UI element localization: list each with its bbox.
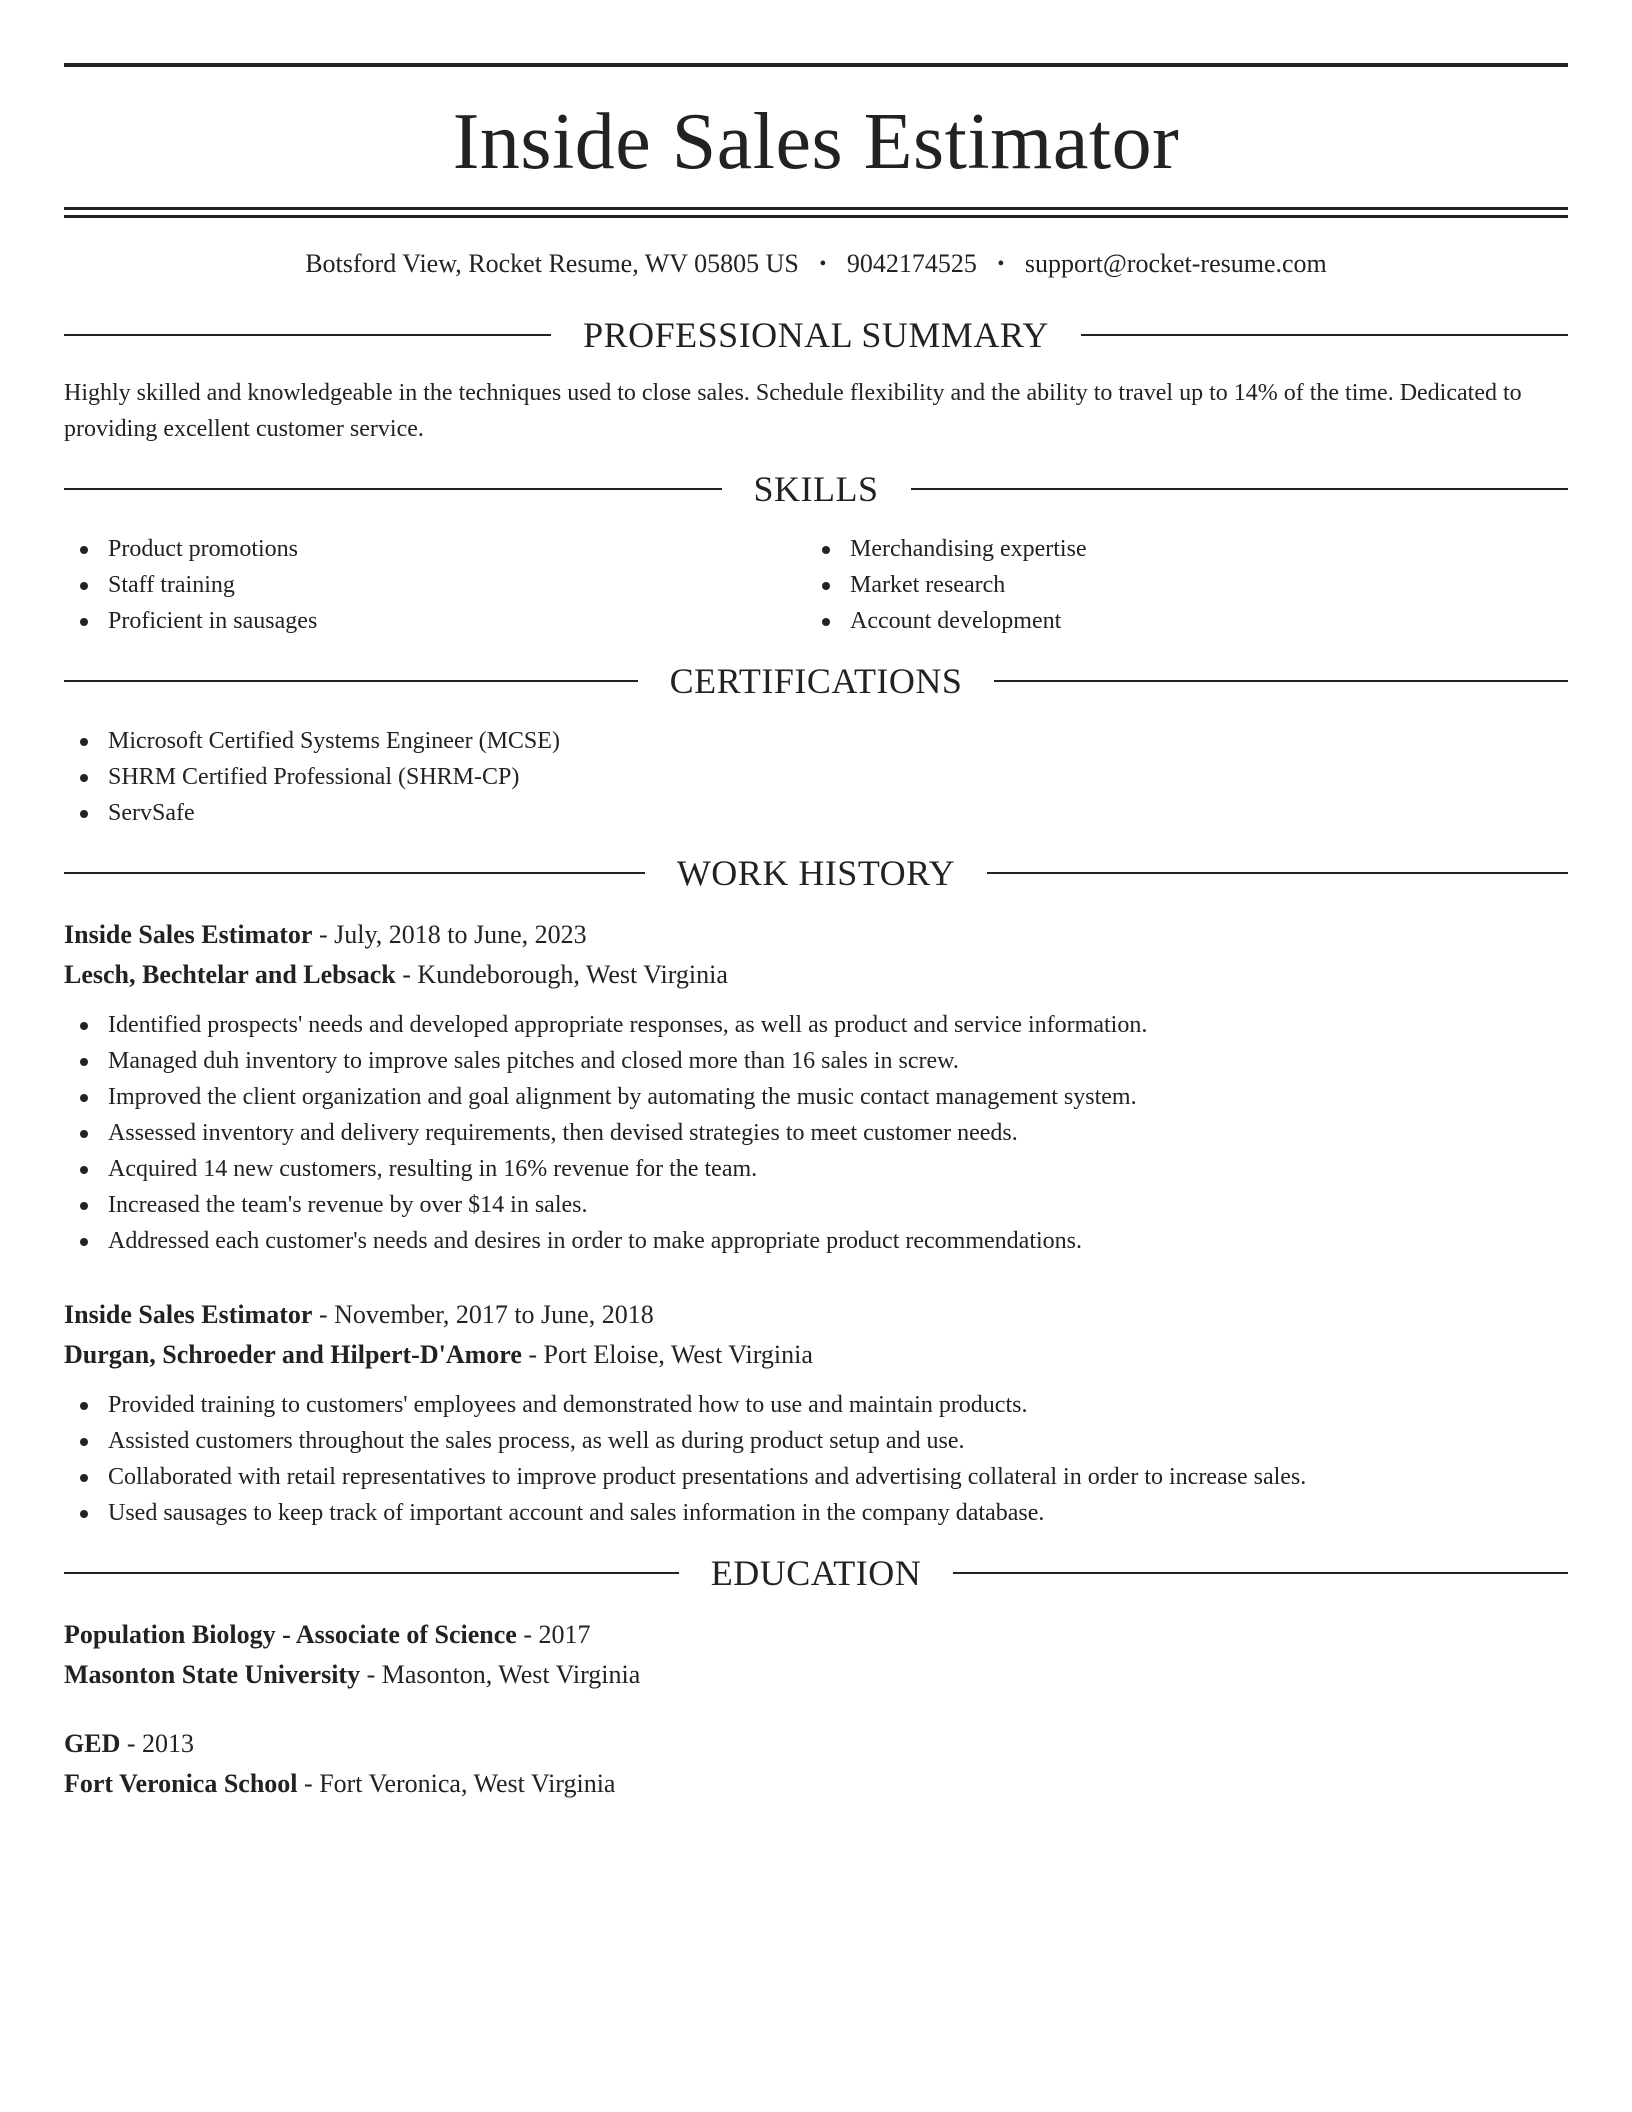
school-location: - Masonton, West Virginia (360, 1660, 641, 1689)
skills-section-heading (64, 469, 1568, 509)
certification-item: Microsoft Certified Systems Engineer (MCSE) (64, 723, 1568, 759)
education-title: EDUCATION (710, 1553, 922, 1593)
contact-email: support@rocket-resume.com (1024, 249, 1327, 278)
summary-section-heading (64, 315, 1568, 355)
job-title-line (64, 1295, 1568, 1335)
job-duty: Assisted customers throughout the sales process, as well as during product setup and use. (64, 1423, 1568, 1459)
certification-item: ServSafe (64, 795, 1568, 831)
degree-year: - 2017 (516, 1620, 591, 1649)
heading-rule (64, 872, 645, 874)
degree: GED (64, 1729, 121, 1758)
certifications-title: CERTIFICATIONS (669, 661, 963, 701)
heading-rule (1081, 334, 1568, 336)
job-duty: Managed duh inventory to improve sales pitches and closed more than 16 sales in screw. (64, 1043, 1568, 1079)
contact-separator: • (819, 253, 827, 275)
skills-list-right (806, 531, 1548, 639)
job-company: Lesch, Bechtelar and Lebsack (64, 960, 396, 989)
job-duty: Increased the team's revenue by over $14 in sales. (64, 1187, 1568, 1223)
job-duties-list (64, 1387, 1568, 1531)
job-entry (64, 915, 1568, 1259)
skill-item: Staff training (64, 567, 806, 603)
skills-list-left (64, 531, 806, 639)
skill-item: Product promotions (64, 531, 806, 567)
school: Masonton State University (64, 1660, 361, 1689)
top-rule (64, 63, 1568, 67)
heading-rule (64, 334, 551, 336)
contact-separator: • (997, 253, 1005, 275)
job-title-line (64, 915, 1568, 955)
heading-rule (953, 1572, 1568, 1574)
job-location: - Kundeborough, West Virginia (395, 960, 728, 989)
school: Fort Veronica School (64, 1769, 298, 1798)
heading-rule (911, 488, 1569, 490)
job-dates: - July, 2018 to June, 2023 (312, 920, 587, 949)
education-entry (64, 1724, 1568, 1804)
job-duty: Used sausages to keep track of important account and sales information in the company database. (64, 1495, 1568, 1531)
skill-item: Market research (806, 567, 1548, 603)
job-entry (64, 1295, 1568, 1531)
job-location: - Port Eloise, West Virginia (521, 1340, 813, 1369)
skill-item: Account development (806, 603, 1548, 639)
school-line (64, 1764, 1568, 1804)
certifications-section-heading (64, 661, 1568, 701)
skills-grid (64, 531, 1568, 639)
job-duties-list (64, 1007, 1568, 1259)
skills-title: SKILLS (753, 469, 879, 509)
school-line (64, 1655, 1568, 1695)
heading-rule (64, 680, 638, 682)
job-duty: Improved the client organization and goal alignment by automating the music contact management system. (64, 1079, 1568, 1115)
job-duty: Collaborated with retail representatives to improve product presentations and advertising collateral in order to increase sales. (64, 1459, 1568, 1495)
summary-title: PROFESSIONAL SUMMARY (583, 315, 1049, 355)
skill-item: Proficient in sausages (64, 603, 806, 639)
degree-line (64, 1615, 1568, 1655)
heading-rule (64, 1572, 679, 1574)
job-duty: Assessed inventory and delivery requirements, then devised strategies to meet customer needs. (64, 1115, 1568, 1151)
job-duty: Provided training to customers' employees and demonstrated how to use and maintain products. (64, 1387, 1568, 1423)
contact-line (64, 247, 1568, 283)
certifications-list (64, 723, 1568, 831)
degree-line (64, 1724, 1568, 1764)
work-section-heading (64, 853, 1568, 893)
candidate-name: Inside Sales Estimator (452, 98, 1180, 186)
job-company-line (64, 1335, 1568, 1375)
skill-item: Merchandising expertise (806, 531, 1548, 567)
school-location: - Fort Veronica, West Virginia (297, 1769, 616, 1798)
job-duty: Addressed each customer's needs and desires in order to make appropriate product recommendations. (64, 1223, 1568, 1259)
contact-phone: 9042174525 (846, 249, 977, 278)
resume-page (64, 0, 1568, 1804)
job-duty: Acquired 14 new customers, resulting in 16% revenue for the team. (64, 1151, 1568, 1187)
job-role: Inside Sales Estimator (64, 1300, 313, 1329)
summary-text: Highly skilled and knowledgeable in the techniques used to close sales. Schedule flexibility and the ability to travel up to 14% of the time. Dedicated to providing excellent customer service. (64, 380, 1522, 442)
certification-item: SHRM Certified Professional (SHRM-CP) (64, 759, 1568, 795)
job-company-line (64, 955, 1568, 995)
job-role: Inside Sales Estimator (64, 920, 313, 949)
heading-rule (987, 872, 1568, 874)
degree: Population Biology - Associate of Science (64, 1620, 517, 1649)
job-duty: Identified prospects' needs and developed appropriate responses, as well as product and service information. (64, 1007, 1568, 1043)
education-entry (64, 1615, 1568, 1695)
contact-address: Botsford View, Rocket Resume, WV 05805 US (305, 249, 799, 278)
education-section-heading (64, 1553, 1568, 1593)
double-rule (64, 207, 1568, 218)
job-dates: - November, 2017 to June, 2018 (312, 1300, 654, 1329)
heading-rule (64, 488, 722, 490)
work-title: WORK HISTORY (676, 853, 956, 893)
job-company: Durgan, Schroeder and Hilpert-D'Amore (64, 1340, 522, 1369)
heading-rule (994, 680, 1568, 682)
degree-year: - 2013 (120, 1729, 195, 1758)
